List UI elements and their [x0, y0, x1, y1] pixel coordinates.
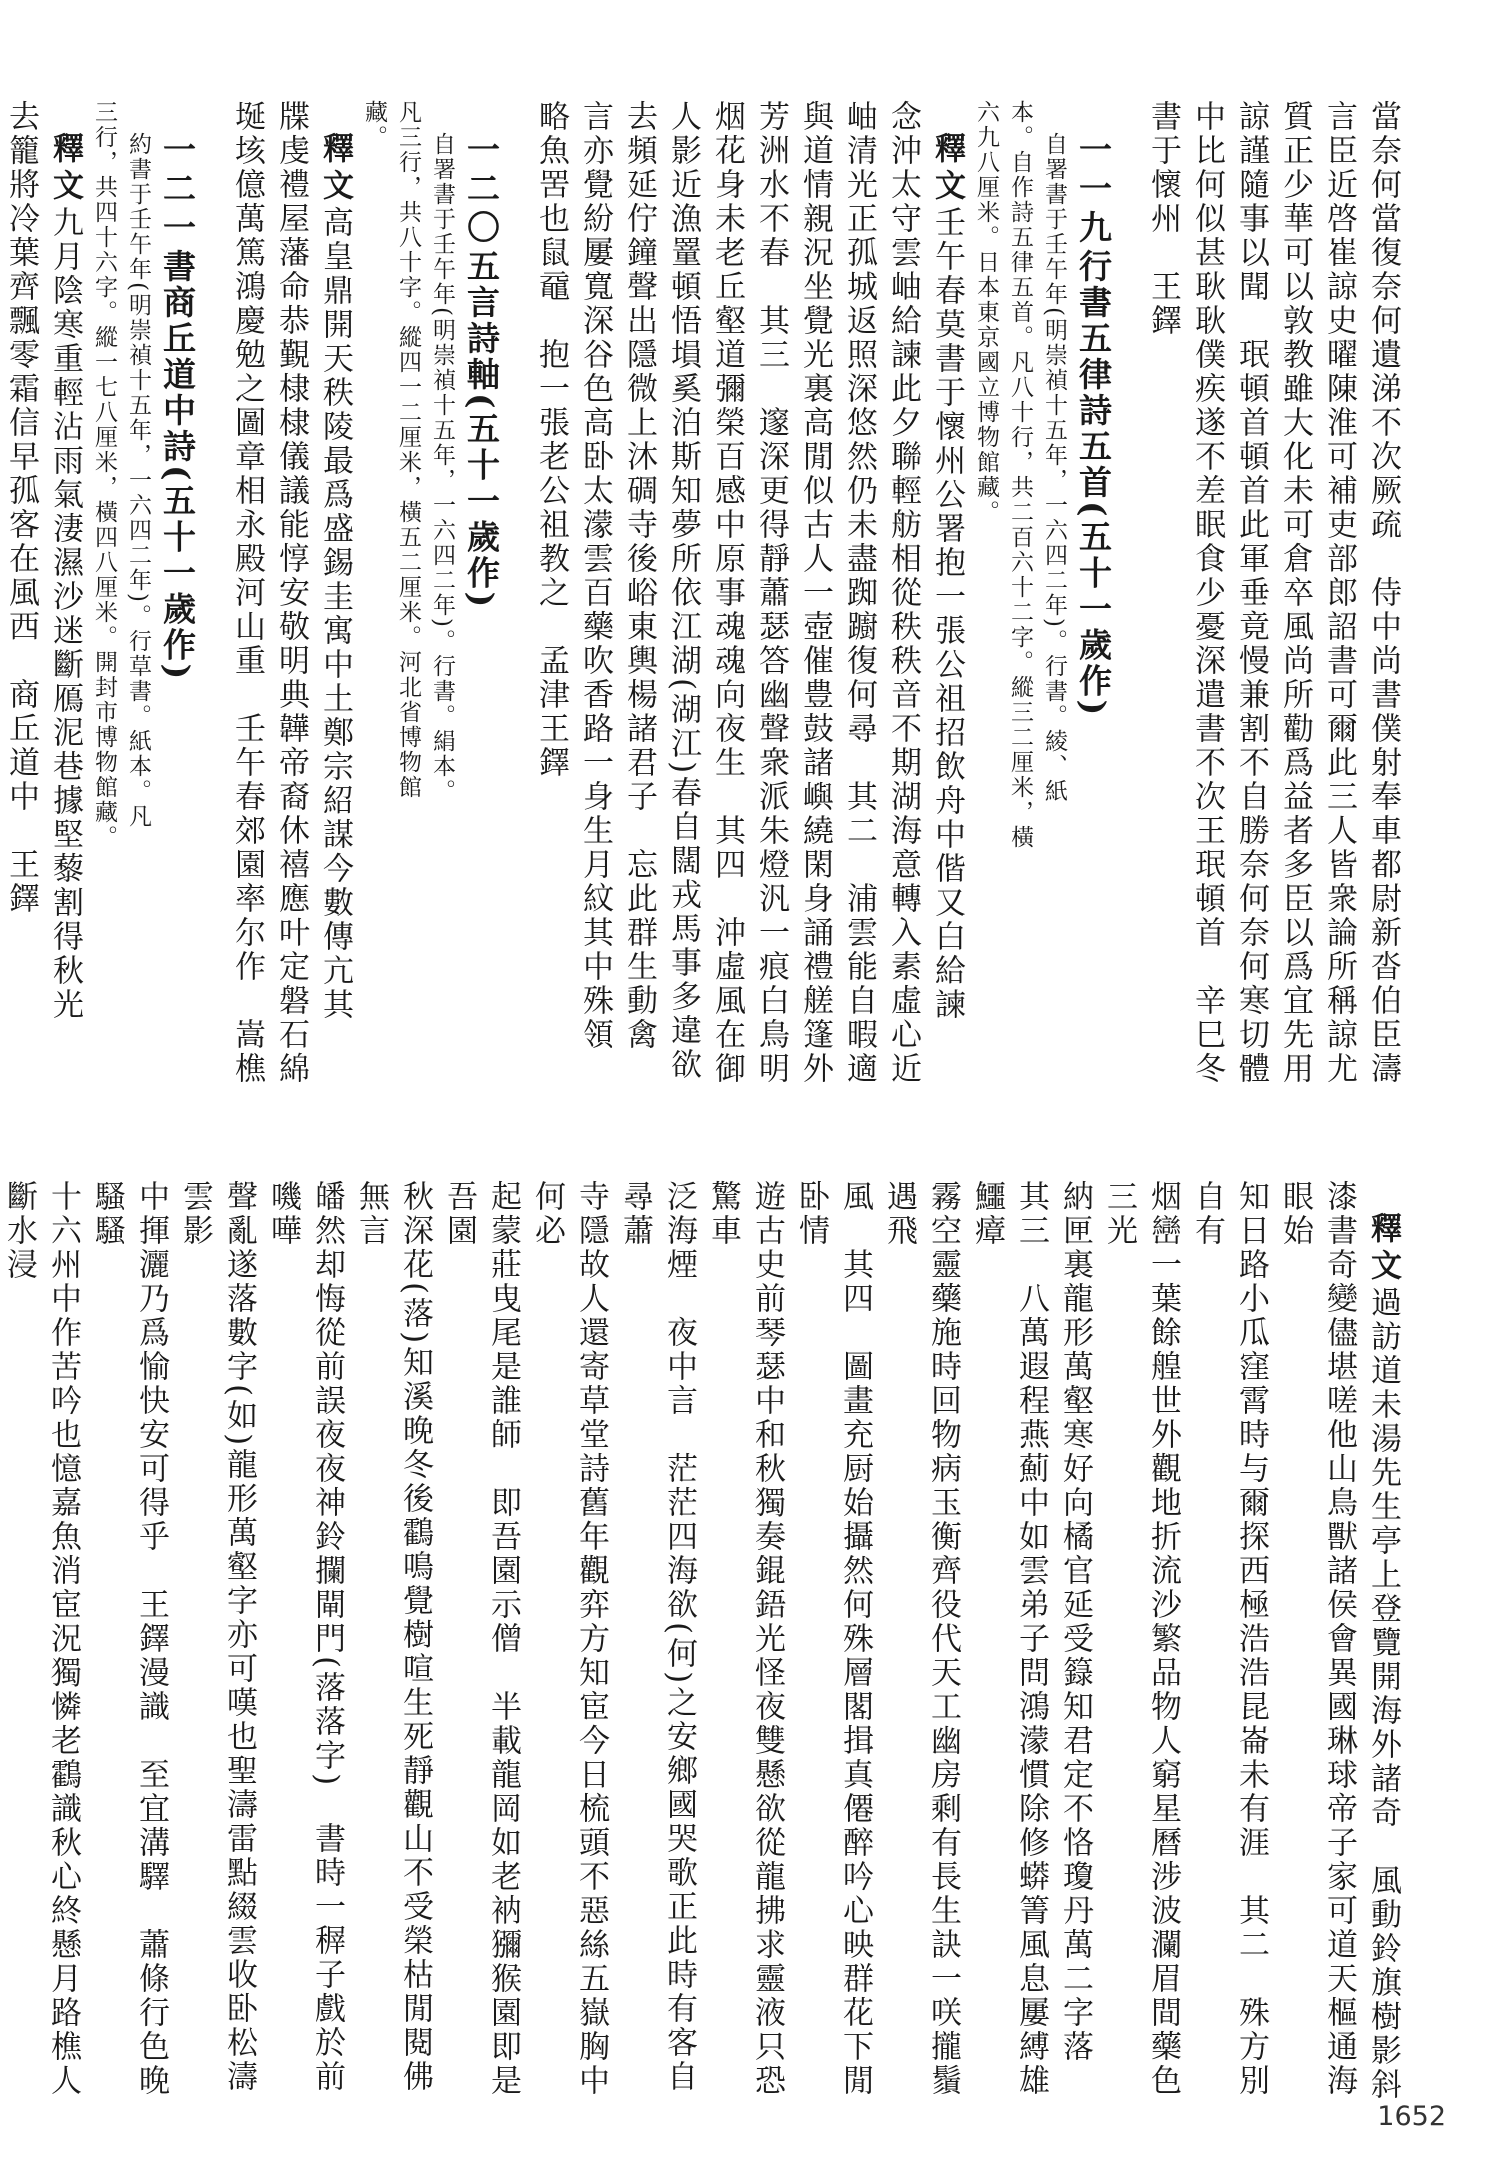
entry-title — [1071, 100, 1115, 1162]
text-column: 知日路小瓜窪霄時与爾探西極浩浩昆崙未有涯 其二 殊方別自有 — [1189, 1180, 1269, 2098]
column-gap — [199, 100, 225, 1130]
text-column: 十六州中作苦吟也憶嘉魚消宦況獨憐老鸖識秋心終懸月路樵人斷水浸 — [1, 1180, 81, 2098]
transcription-text: 九月陰寒重輕沾雨氣淒濕沙迷斷鴈泥巷據堅藜割得秋光 — [47, 206, 83, 1022]
column-gap — [503, 100, 529, 1130]
entry-description: 自署書于壬午年(明崇禎十五年，一六四二年)。行書。綾、紙 — [1041, 132, 1067, 804]
text-column: 遊古史前琴瑟中和秋獨奏錕鋙光怪夜雙懸欲從龍拂求靈液只恐驚車 — [705, 1180, 785, 2098]
text-column: 起蒙莊曳尾是誰師 即吾園示僧 半載龍岡如老衲獼猴園即是吾園 — [441, 1180, 521, 2098]
text-column: 中比何似甚耿耿僕疾遂不差眠食少憂深遣書不次王珉頓首 辛巳冬 — [1189, 100, 1225, 1086]
lower-columns — [0, 1180, 1405, 2100]
entry-description: 六九八厘米。日本東京國立博物館藏。 — [973, 100, 999, 525]
text-column: 其三 八萬遐程燕薊中如雲弟子問鴻濛慣除修蟒箐風息屢縛雄鱷瘴 — [969, 1180, 1049, 2098]
transcription-label: 釋文 — [47, 132, 83, 206]
text-column: 人影近漁罿頓悟塤奚泊斯知夢所依江湖(湖江)春自闊戎馬事多違欲 — [665, 100, 701, 1083]
text-column: 納匣裏龍形萬壑寒好向橘官延受籙知君定不恪瓊丹萬二字落 — [1057, 1180, 1093, 2064]
transcription-label: 釋文 — [929, 132, 965, 206]
text-column: 言亦覺紛屢寬深谷色高卧太濛雲百藥吹香路一身生月紋其中殊領 — [577, 100, 613, 1052]
transcription-start — [925, 100, 969, 1162]
entry-title — [155, 100, 199, 1162]
transcription-start — [1361, 1180, 1405, 2132]
entry-number: 一二〇 — [462, 132, 501, 249]
text-column: 寺隱故人還寄草堂詩舊年觀弈方知宦今日梳頭不惡絲五嶽胸中何必 — [529, 1180, 609, 2098]
text-column: 岫清光正孤城返照深悠然仍未盡踟躕復何尋 其二 浦雲能自暇適 — [841, 100, 877, 1086]
entry-title-text: 行書五律詩五首(五十一歲作) — [1074, 249, 1113, 719]
entry-description: 凡三行，共八十字。縱四一二厘米，橫五二厘米。河北省博物館 — [395, 100, 421, 800]
column-gap — [1115, 100, 1141, 1130]
entry-title-text: 五言詩軸(五十一歲作) — [462, 249, 501, 611]
text-column: 烟花身未老丘壑道彌榮百感中原事魂魂向夜生 其四 沖虛風在御 — [709, 100, 745, 1086]
text-column: 去頻延佇鐘聲出隱微上沐碉寺後峪東輿楊諸君子 忘此群生動禽 — [621, 100, 657, 1052]
transcription-text: 高皇鼎開天秩陵最爲盛錫圭寓中土鄭宗紹謀今數傳亢其 — [317, 206, 353, 1022]
text-column: 漆書奇變儘堪嗟他山鳥獸諸侯會異國琳球帝子家可道天樞通海眼始 — [1277, 1180, 1357, 2098]
transcription-start — [43, 100, 87, 1162]
text-column: 言臣近啓崔諒史曜陳淮可補吏部郎詔書可爾此三人皆衆論所稱諒尤 — [1321, 100, 1357, 1086]
entry-title-text: 書商丘道中詩(五十一歲作) — [158, 249, 197, 683]
entry-number: 一二一 — [158, 132, 197, 249]
text-column: 當奈何當復奈何遺涕不次厥疏 侍中尚書僕射奉車都尉新沓伯臣濤 — [1365, 100, 1401, 1086]
text-column: 念沖太守雲岫給諫此夕聯輕舫相從秩秩音不期湖海意轉入素虛心近 — [885, 100, 921, 1086]
transcription-text: 過訪道未湯先生亭上登覽開海外諸奇 風動鈴旗樹影斜 — [1365, 1286, 1401, 2102]
upper-columns — [0, 100, 1405, 1130]
text-column: 泛海煙 夜中言 茫茫四海欲(何)之安鄉國哭歌正此時有客自尋蕭 — [617, 1180, 697, 2095]
text-column: 皤然却悔從前誤夜夜神鈴攔閘門(落落字) 書時一稺子戲於前嘰嘩 — [265, 1180, 345, 2095]
entry-description: 本。自作詩五律五首。凡八十行，共二百六十二字。縱三二厘米，橫 — [1007, 100, 1033, 850]
text-column: 與道情親況坐覺光裏高閒似古人一壺催豊鼓諸嶼繞閑身誦禮艖篷外 — [797, 100, 833, 1086]
entry-description: 約書于壬午年(明崇禎十五年，一六四二年)。行草書。紙本。凡 — [125, 132, 151, 829]
text-column: 書于懷州 王鐸 — [1145, 100, 1181, 338]
text-column: 芳洲水不春 其三 邃深更得靜蕭瑟答幽聲衆派朱燈汎一痕白鳥明 — [753, 100, 789, 1086]
text-column: 埏垓億萬篤鴻慶勉之圖章相永殿河山重 壬午春郊園率尔作 嵩樵 — [229, 100, 265, 1086]
text-column: 諒謹隨事以聞 珉頓首頓首此軍垂竟慢兼割不自勝奈何奈何寒切體 — [1233, 100, 1269, 1086]
upper-half — [3, 100, 1405, 1130]
transcription-label: 釋文 — [317, 132, 353, 206]
text-column: 風 其四 圖畫充厨始攝然何殊層閣揖真僊醉吟心映群花下閒卧情 — [793, 1180, 873, 2098]
entry-title — [459, 100, 503, 1162]
text-column: 略魚罟也鼠黿 抱一張老公祖教之 孟津王鐸 — [533, 100, 569, 780]
text-column: 聲亂遂落數字(如)龍形萬壑字亦可嘆也聖濤雷點綴雲收卧松濤雲影 — [177, 1180, 257, 2095]
text-column: 中揮灑乃爲愉快安可得乎 王鐸漫識 至宜溝驛 蕭條行色晚騷騷 — [89, 1180, 169, 2098]
text-column: 霧空靈藥施時回物病玉衡齊役代天工幽房剩有長生訣一咲攏鬚遇飛 — [881, 1180, 961, 2098]
text-column: 質正少華可以敦教雖大化未可倉卒風尚所勸爲益者多臣以爲宜先用 — [1277, 100, 1313, 1086]
text-column: 秋深花(落)知溪晚冬後鸖鳴覺樹喧生死靜觀山不受榮枯閒閱佛無言 — [353, 1180, 433, 2095]
entry-description: 三行，共四十六字。縱一七八厘米，橫四八厘米。開封市博物館藏。 — [91, 100, 117, 850]
transcription-start — [313, 100, 357, 1162]
page-number: 1652 — [1377, 2101, 1446, 2132]
lower-half — [1, 1180, 1405, 2102]
transcription-label: 釋文 — [1365, 1212, 1401, 1286]
text-column: 牒虔禮屋藩命恭覲棣棣儀議能惇安敬明典韡帝裔休禧應叶定磐石綿 — [273, 100, 309, 1086]
entry-description: 自署書于壬午年(明崇禎十五年，一六四二年)。行書。絹本。 — [429, 132, 455, 804]
text-column: 烟巒一葉餘艎世外觀地折流沙繁品物人窮星曆涉波瀾眉間藥色三光 — [1101, 1180, 1181, 2098]
entry-number: 一一九 — [1074, 132, 1113, 249]
entry-description: 藏。 — [361, 100, 387, 150]
text-column: 去籠將冷葉齊飄零霜信早孤客在風西 商丘道中 王鐸 — [3, 100, 39, 916]
transcription-text: 壬午春莫書于懷州公署抱一張公祖招飲舟中偕又白給諫 — [929, 206, 965, 1022]
